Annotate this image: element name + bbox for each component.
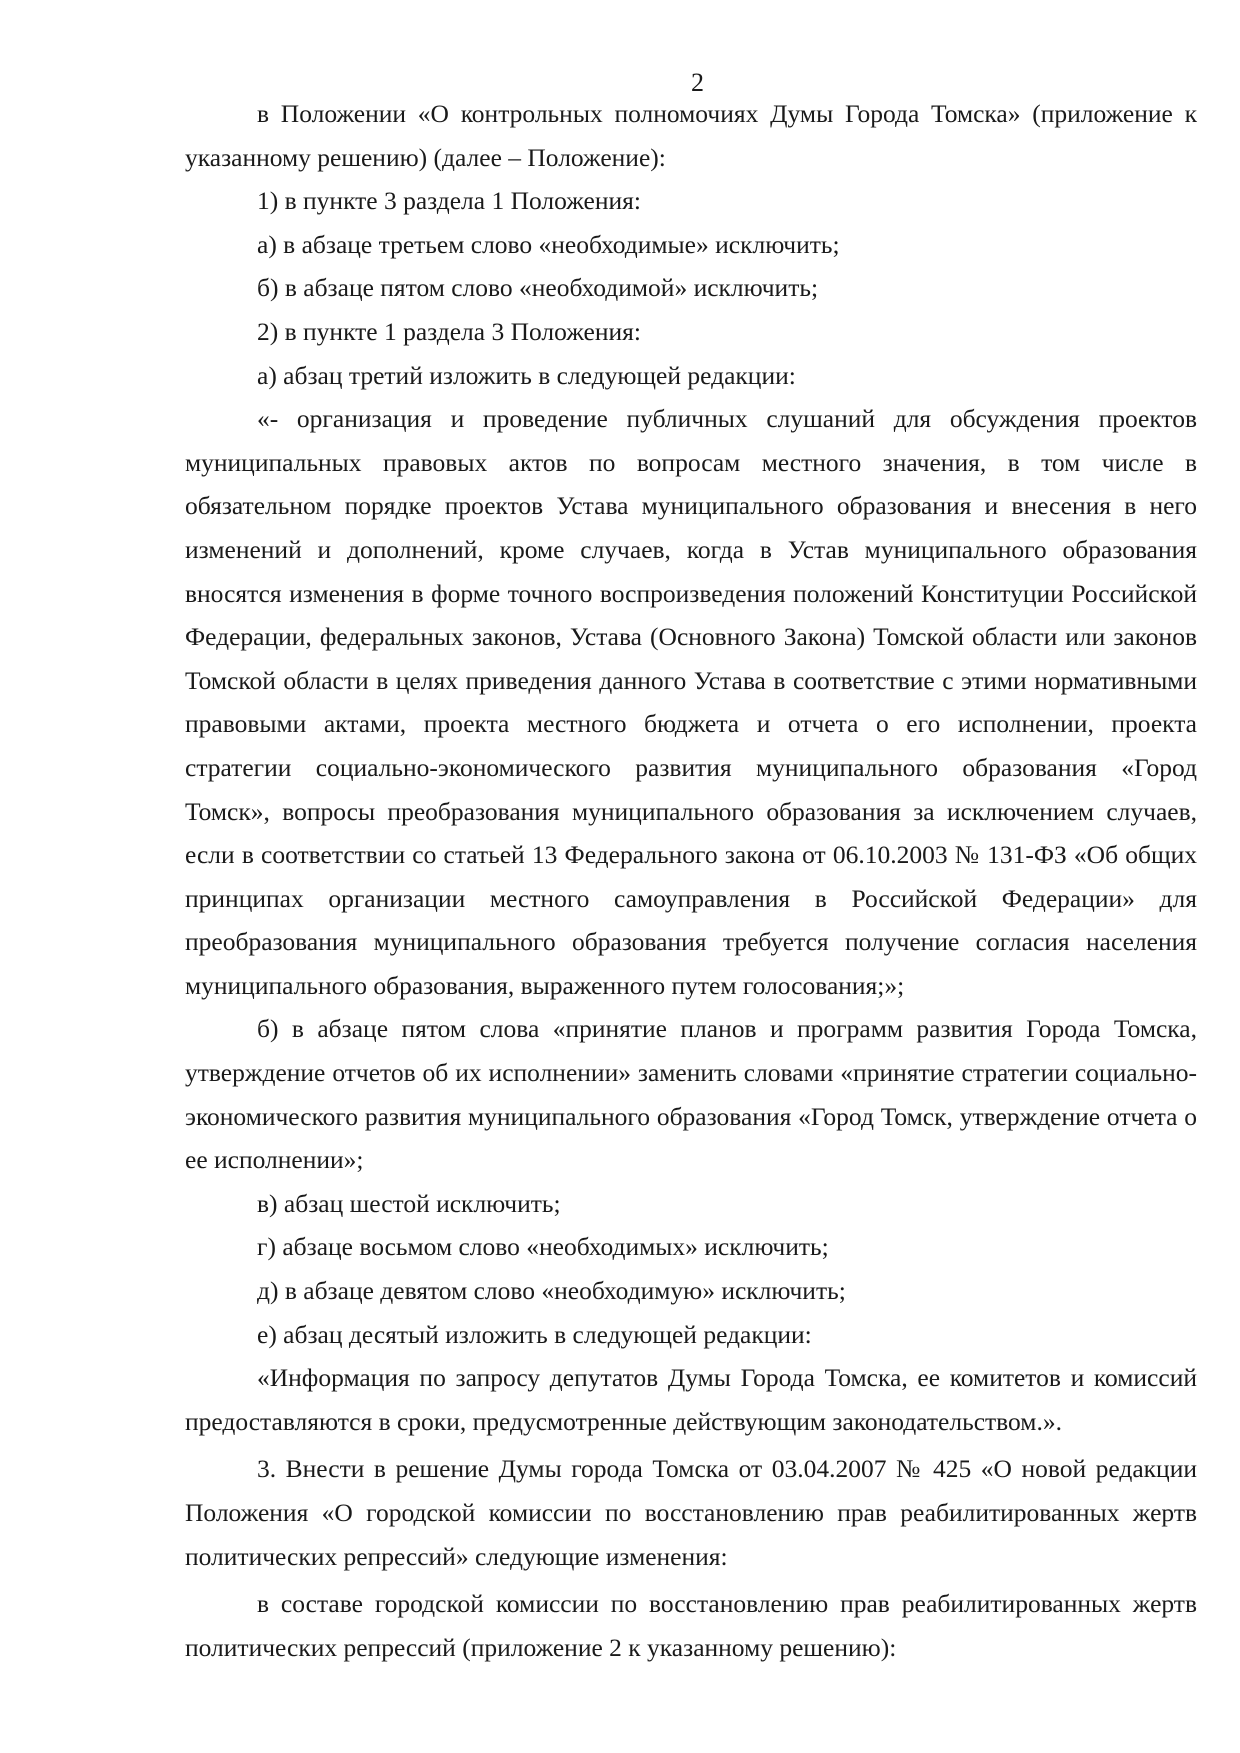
page-number: 2	[691, 68, 704, 97]
document-body	[185, 92, 1197, 1669]
paragraph-commission-composition: в составе городской комиссии по восстановлению прав реабилитированных жертв политических репрессий (приложение 2 к указанному решению):	[185, 1589, 1197, 1662]
paragraph-item-1: 1) в пункте 3 раздела 1 Положения:	[257, 186, 641, 216]
paragraph-quoted-public-hearings: «- организация и проведение публичных слушаний для обсуждения проектов муниципальных правовых актов по вопросам местного значения, в том числе в обязательном порядке проектов Устава муниципального образования и внесения в него изменений и дополнений, кроме случаев, когда в Устав муниципального образования вносятся изменения в форме точного воспроизведения положений Конституции Российской Федерации, федеральных законов, Устава (Основного Закона) Томской области или законов Томской области в целях приведения данного Устава в соответствие с этими нормативными правовыми актами, проекта местного бюджета и отчета о его исполнении, проекта стратегии социально-экономического развития муниципального образования «Город Томск», вопросы преобразования муниципального образования за исключением случаев, если в соответствии со статьей 13 Федерального закона от 06.10.2003 № 131-ФЗ «Об общих принципах организации местного самоуправления в Российской Федерации» для преобразования муниципального образования требуется получение согласия населения муниципального образования, выраженного путем голосования;»;	[185, 404, 1197, 1000]
paragraph-item-1b: б) в абзаце пятом слово «необходимой» исключить;	[257, 273, 819, 303]
paragraph-item-2: 2) в пункте 1 раздела 3 Положения:	[257, 316, 641, 346]
paragraph-section-3: 3. Внести в решение Думы города Томска от 03.04.2007 № 425 «О новой редакции Положения «О городской комиссии по восстановлению прав реабилитированных жертв политических репрессий» следующие изменения:	[185, 1454, 1197, 1571]
paragraph-item-2e: е) абзац десятый изложить в следующей редакции:	[257, 1319, 812, 1349]
paragraph-polozhenie-intro: в Положении «О контрольных полномочиях Думы Города Томска» (приложение к указанному решению) (далее – Положение):	[185, 99, 1197, 172]
paragraph-item-2d: д) в абзаце девятом слово «необходимую» исключить;	[257, 1276, 846, 1306]
paragraph-item-1a: а) в абзаце третьем слово «необходимые» исключить;	[257, 229, 840, 259]
paragraph-quoted-information: «Информация по запросу депутатов Думы Города Томска, ее комитетов и комиссий предоставляются в сроки, предусмотренные действующим законодательством.».	[185, 1363, 1197, 1436]
paragraph-item-2b: б) в абзаце пятом слова «принятие планов и программ развития Города Томска, утверждение отчетов об их исполнении» заменить словами «принятие стратегии социально-экономического развития муниципального образования «Город Томск, утверждение отчета о ее исполнении»;	[185, 1014, 1197, 1175]
paragraph-item-2v: в) абзац шестой исключить;	[257, 1188, 561, 1218]
paragraph-item-2g: г) абзаце восьмом слово «необходимых» исключить;	[257, 1232, 829, 1262]
paragraph-item-2a: а) абзац третий изложить в следующей редакции:	[257, 360, 796, 390]
